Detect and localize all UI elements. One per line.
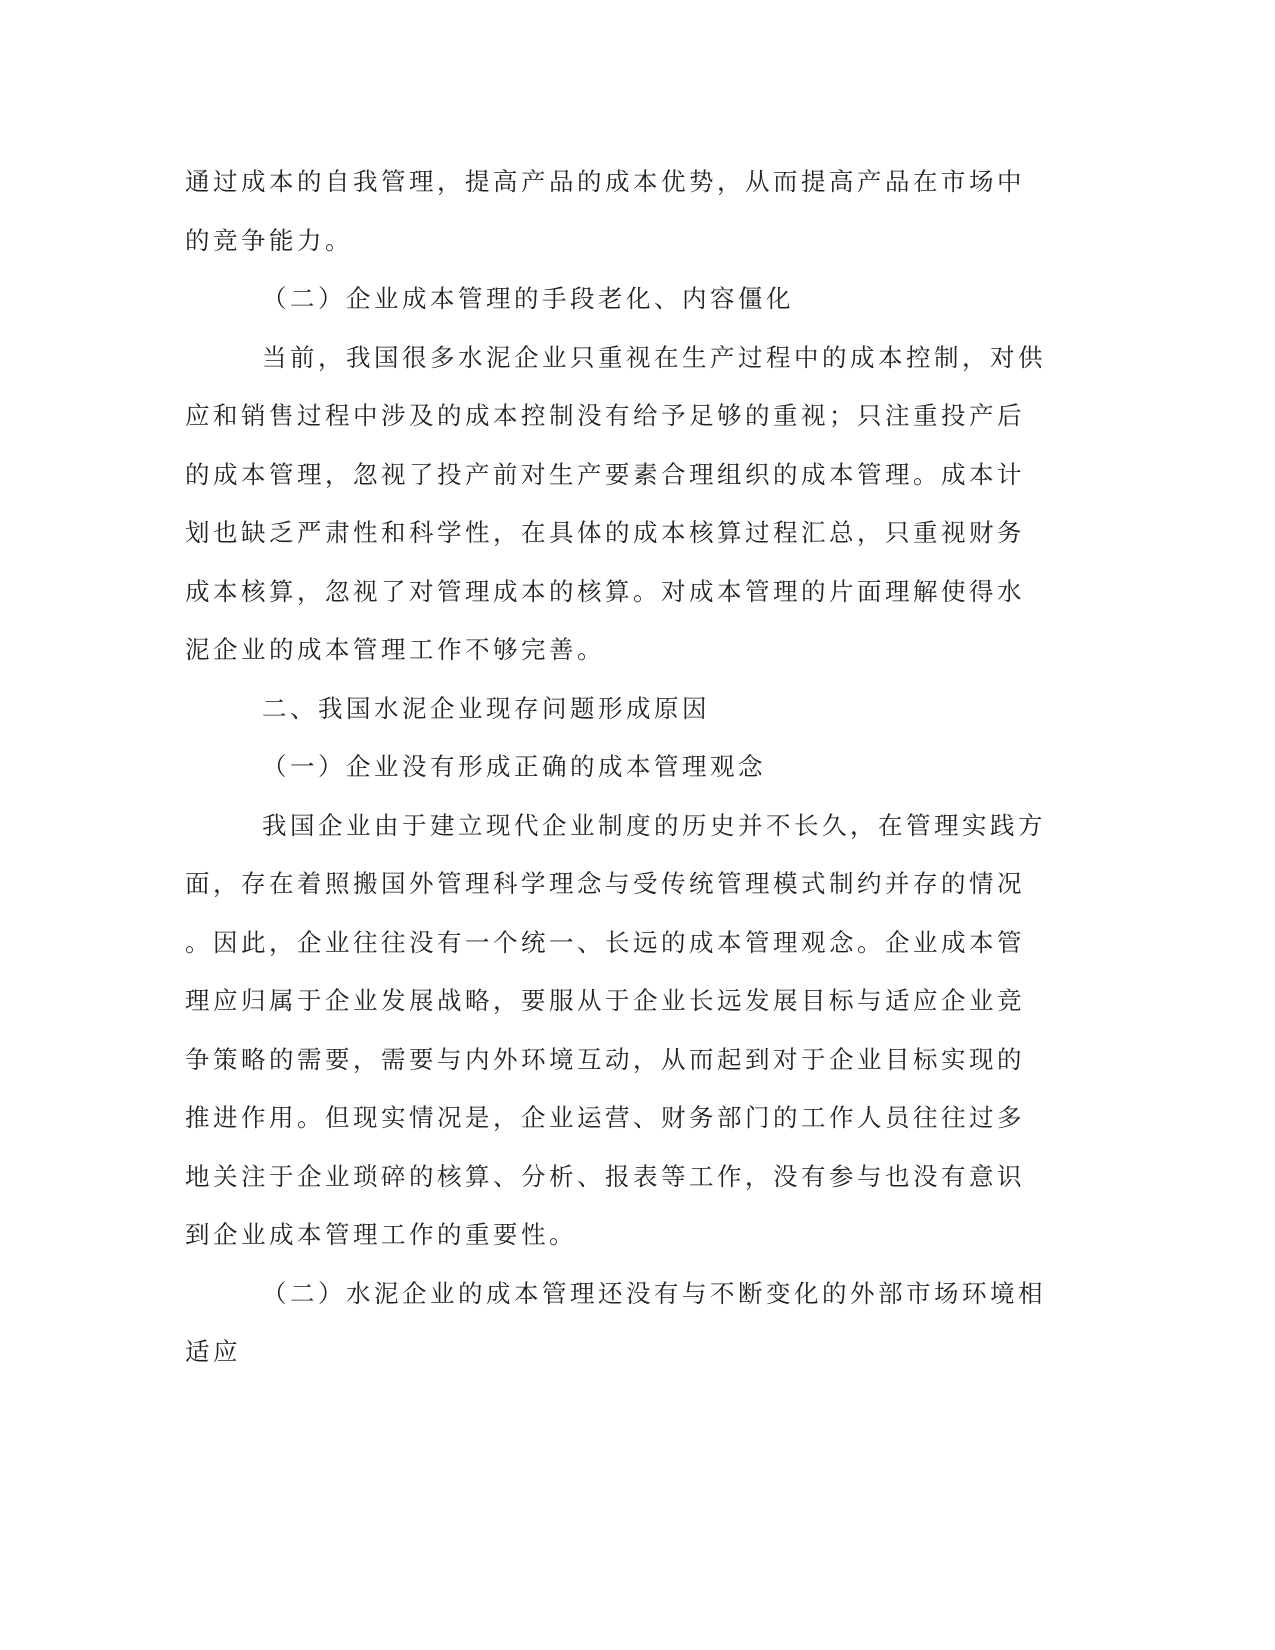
section-heading: （二）企业成本管理的手段老化、内容僵化 xyxy=(262,284,794,313)
section-heading-continued: 适应 xyxy=(185,1337,241,1366)
paragraph-line: 的成本管理，忽视了投产前对生产要素合理组织的成本管理。成本计 xyxy=(185,460,1025,489)
paragraph-line: 到企业成本管理工作的重要性。 xyxy=(185,1220,577,1249)
paragraph-line: 面，存在着照搬国外管理科学理念与受传统管理模式制约并存的情况 xyxy=(185,869,1025,898)
paragraph-line: 当前，我国很多水泥企业只重视在生产过程中的成本控制，对供 xyxy=(262,343,1046,372)
paragraph-line: 应和销售过程中涉及的成本控制没有给予足够的重视；只注重投产后 xyxy=(185,401,1025,430)
paragraph-line: 地关注于企业琐碎的核算、分析、报表等工作，没有参与也没有意识 xyxy=(185,1162,1025,1191)
paragraph-line: 我国企业由于建立现代企业制度的历史并不长久，在管理实践方 xyxy=(262,811,1046,840)
paragraph-line: 。因此，企业往往没有一个统一、长远的成本管理观念。企业成本管 xyxy=(185,928,1025,957)
paragraph-line: 争策略的需要，需要与内外环境互动，从而起到对于企业目标实现的 xyxy=(185,1045,1025,1074)
paragraph-line: 划也缺乏严肃性和科学性，在具体的成本核算过程汇总，只重视财务 xyxy=(185,518,1025,547)
section-heading: （二）水泥企业的成本管理还没有与不断变化的外部市场环境相 xyxy=(262,1279,1046,1308)
paragraph-line: 推进作用。但现实情况是，企业运营、财务部门的工作人员往往过多 xyxy=(185,1103,1025,1132)
paragraph-line: 通过成本的自我管理，提高产品的成本优势，从而提高产品在市场中 xyxy=(185,167,1025,196)
chapter-heading: 二、我国水泥企业现存问题形成原因 xyxy=(262,694,710,723)
paragraph-line: 泥企业的成本管理工作不够完善。 xyxy=(185,635,605,664)
paragraph-line: 的竞争能力。 xyxy=(185,226,353,255)
paragraph-line: 理应归属于企业发展战略，要服从于企业长远发展目标与适应企业竞 xyxy=(185,986,1025,1015)
section-heading: （一）企业没有形成正确的成本管理观念 xyxy=(262,752,766,781)
paragraph-line: 成本核算，忽视了对管理成本的核算。对成本管理的片面理解使得水 xyxy=(185,577,1025,606)
